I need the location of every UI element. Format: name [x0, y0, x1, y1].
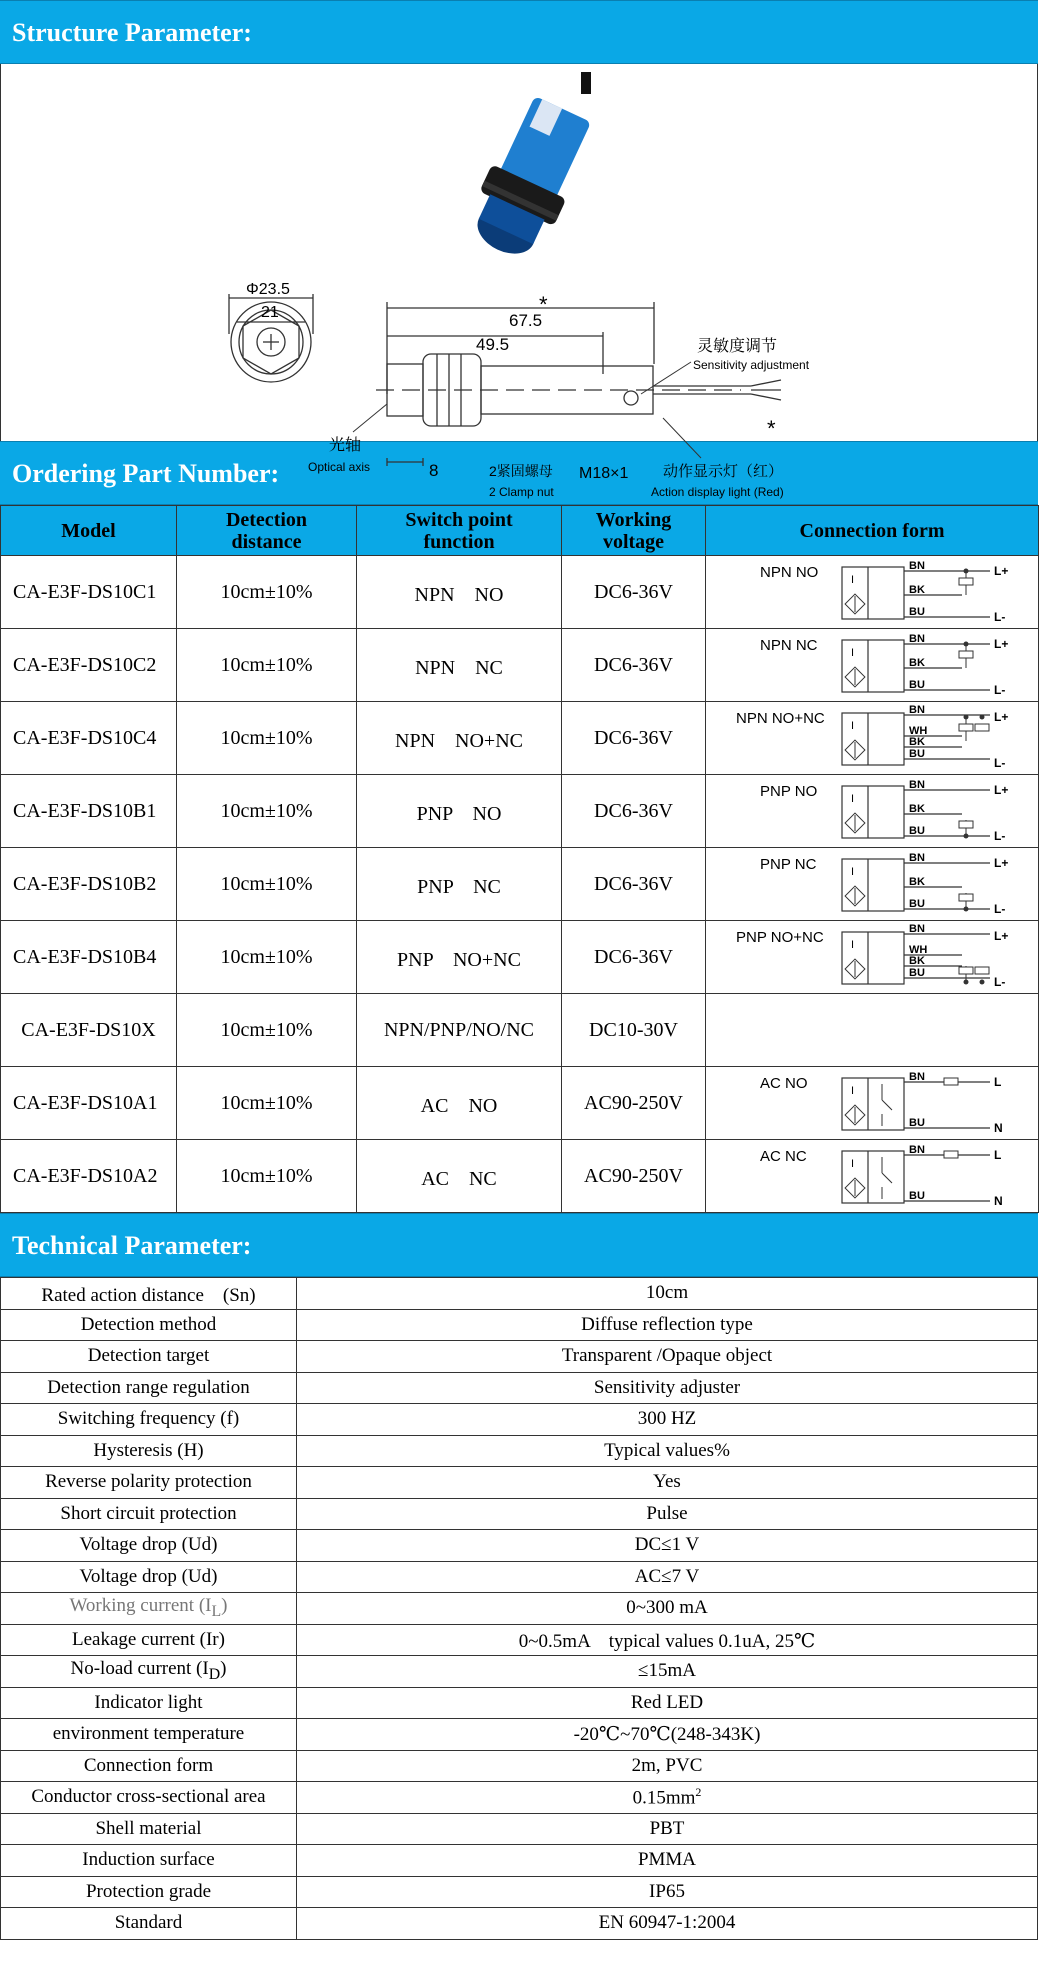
svg-text:BU: BU	[909, 748, 925, 760]
connection-diagram-cell	[706, 848, 1039, 921]
svg-text:L-: L-	[994, 975, 1006, 989]
wiring-label: PNP NO+NC	[736, 929, 824, 946]
svg-text:N: N	[994, 1121, 1003, 1135]
param-value: DC≤1 V	[297, 1530, 1038, 1562]
wiring-diagram	[722, 851, 1022, 917]
wiring-diagram	[722, 705, 1022, 771]
wiring-label: NPN NO+NC	[736, 710, 825, 727]
tech-row	[1, 1309, 1038, 1341]
col-model: Model	[1, 506, 177, 556]
wiring-diagram	[722, 1143, 1022, 1209]
voltage-cell: DC6-36V	[562, 921, 706, 994]
voltage-cell: DC6-36V	[562, 556, 706, 629]
function-cell: PNP NO+NC	[357, 921, 562, 994]
svg-text:BN: BN	[909, 560, 925, 572]
tech-row	[1, 1719, 1038, 1751]
ordering-header-row	[1, 506, 1039, 556]
param-value: Transparent /Opaque object	[297, 1341, 1038, 1373]
connection-diagram-cell	[706, 1140, 1039, 1213]
param-value: 300 HZ	[297, 1404, 1038, 1436]
label-action-en: Action display light (Red)	[651, 485, 784, 499]
tech-row	[1, 1278, 1038, 1310]
model-cell: CA-E3F-DS10B1	[1, 775, 177, 848]
param-value: Red LED	[297, 1687, 1038, 1719]
ordering-row	[1, 702, 1039, 775]
param-value: 10cm	[297, 1278, 1038, 1310]
distance-cell: 10cm±10%	[177, 994, 357, 1067]
voltage-cell: DC10-30V	[562, 994, 706, 1067]
voltage-cell: AC90-250V	[562, 1067, 706, 1140]
model-cell: CA-E3F-DS10X	[1, 994, 177, 1067]
tech-row	[1, 1656, 1038, 1688]
svg-text:BU: BU	[909, 967, 925, 979]
distance-cell: 10cm±10%	[177, 921, 357, 994]
function-cell: NPN NO	[357, 556, 562, 629]
svg-text:L+: L+	[994, 710, 1009, 724]
connection-diagram-cell	[706, 556, 1039, 629]
param-name: Conductor cross-sectional area	[1, 1782, 297, 1814]
tech-row	[1, 1782, 1038, 1814]
param-value: 0~300 mA	[297, 1593, 1038, 1625]
product-photo	[460, 72, 600, 267]
tech-row	[1, 1467, 1038, 1499]
function-cell: NPN NO+NC	[357, 702, 562, 775]
param-value: ≤15mA	[297, 1656, 1038, 1688]
svg-text:L: L	[994, 1148, 1002, 1162]
param-name: Leakage current (Ir)	[1, 1624, 297, 1656]
svg-text:BK: BK	[909, 876, 925, 888]
wiring-diagram	[722, 1070, 1022, 1136]
svg-text:N: N	[994, 1194, 1003, 1208]
tech-row	[1, 1813, 1038, 1845]
param-value: PBT	[297, 1813, 1038, 1845]
svg-text:I: I	[851, 793, 855, 805]
param-name: Detection method	[1, 1309, 297, 1341]
structure-header: Structure Parameter:	[0, 0, 1038, 64]
param-value: 2m, PVC	[297, 1750, 1038, 1782]
function-cell: PNP NO	[357, 775, 562, 848]
param-name: Switching frequency (f)	[1, 1404, 297, 1436]
star-mark-top: *	[539, 292, 548, 317]
function-cell: AC NO	[357, 1067, 562, 1140]
technical-table	[0, 1277, 1038, 1940]
star-mark-cable: *	[767, 416, 776, 441]
ordering-header: Ordering Part Number:	[0, 441, 1038, 505]
param-value: Diffuse reflection type	[297, 1309, 1038, 1341]
tech-row	[1, 1404, 1038, 1436]
svg-text:BN: BN	[909, 779, 925, 791]
model-cell: CA-E3F-DS10C2	[1, 629, 177, 702]
svg-text:L+: L+	[994, 637, 1009, 651]
param-name: Standard	[1, 1908, 297, 1940]
svg-text:BN: BN	[909, 704, 925, 716]
param-value: 0~0.5mA typical values 0.1uA, 25℃	[297, 1624, 1038, 1656]
ordering-row	[1, 1067, 1039, 1140]
function-cell: PNP NC	[357, 848, 562, 921]
voltage-cell: DC6-36V	[562, 775, 706, 848]
voltage-cell: AC90-250V	[562, 1140, 706, 1213]
col-detection: Detection distance	[177, 506, 357, 556]
wiring-label: NPN NO	[760, 564, 819, 581]
function-cell: NPN/PNP/NO/NC	[357, 994, 562, 1067]
svg-text:L+: L+	[994, 929, 1009, 943]
svg-text:I: I	[851, 866, 855, 878]
model-cell: CA-E3F-DS10C4	[1, 702, 177, 775]
svg-text:I: I	[851, 574, 855, 586]
distance-cell: 10cm±10%	[177, 1140, 357, 1213]
param-value: EN 60947-1:2004	[297, 1908, 1038, 1940]
param-name: Short circuit protection	[1, 1498, 297, 1530]
distance-cell: 10cm±10%	[177, 556, 357, 629]
model-cell: CA-E3F-DS10A1	[1, 1067, 177, 1140]
connection-diagram-cell	[706, 921, 1039, 994]
voltage-cell: DC6-36V	[562, 702, 706, 775]
param-name: Shell material	[1, 1813, 297, 1845]
svg-text:L-: L-	[994, 756, 1006, 770]
distance-cell: 10cm±10%	[177, 775, 357, 848]
model-cell: CA-E3F-DS10C1	[1, 556, 177, 629]
label-optical-cn: 光轴	[329, 437, 362, 454]
svg-text:L-: L-	[994, 902, 1006, 916]
wiring-label: NPN NC	[760, 637, 818, 654]
svg-text:BU: BU	[909, 1190, 925, 1202]
svg-text:L-: L-	[994, 683, 1006, 697]
ordering-row	[1, 629, 1039, 702]
svg-text:BN: BN	[909, 923, 925, 935]
param-name: Induction surface	[1, 1845, 297, 1877]
svg-text:BN: BN	[909, 852, 925, 864]
ordering-row	[1, 994, 1039, 1067]
svg-text:BN: BN	[909, 1144, 925, 1156]
voltage-cell: DC6-36V	[562, 629, 706, 702]
svg-text:L+: L+	[994, 564, 1009, 578]
svg-text:I: I	[851, 720, 855, 732]
param-name: Detection range regulation	[1, 1372, 297, 1404]
param-name: Rated action distance (Sn)	[1, 1278, 297, 1310]
svg-text:BN: BN	[909, 633, 925, 645]
dim-total-length: 67.5	[509, 311, 543, 330]
svg-text:WH: WH	[909, 944, 928, 956]
label-action-cn: 动作显示灯（红）	[663, 463, 784, 480]
connection-diagram-cell	[706, 775, 1039, 848]
svg-text:I: I	[851, 1085, 855, 1097]
svg-text:BU: BU	[909, 606, 925, 618]
label-clamp-cn: 2紧固螺母	[489, 463, 553, 479]
connection-diagram-cell	[706, 994, 1039, 1067]
wiring-label: AC NO	[760, 1075, 808, 1092]
svg-text:BK: BK	[909, 803, 925, 815]
function-cell: NPN NC	[357, 629, 562, 702]
col-switch: Switch point function	[357, 506, 562, 556]
param-value: IP65	[297, 1876, 1038, 1908]
svg-text:BK: BK	[909, 736, 925, 748]
param-name: Hysteresis (H)	[1, 1435, 297, 1467]
wiring-label: PNP NC	[760, 856, 817, 873]
tech-row	[1, 1498, 1038, 1530]
tech-row	[1, 1687, 1038, 1719]
dim-body-length: 49.5	[476, 335, 510, 354]
wiring-diagram	[722, 559, 1022, 625]
tech-row	[1, 1908, 1038, 1940]
param-value: Yes	[297, 1467, 1038, 1499]
label-optical-en: Optical axis	[308, 460, 371, 474]
tech-row	[1, 1341, 1038, 1373]
label-clamp-en: 2 Clamp nut	[489, 485, 554, 499]
model-cell: CA-E3F-DS10B2	[1, 848, 177, 921]
voltage-cell: DC6-36V	[562, 848, 706, 921]
col-voltage: Working voltage	[562, 506, 706, 556]
distance-cell: 10cm±10%	[177, 629, 357, 702]
svg-text:I: I	[851, 939, 855, 951]
svg-text:BK: BK	[909, 955, 925, 967]
tech-row	[1, 1561, 1038, 1593]
connection-diagram-cell	[706, 629, 1039, 702]
tech-row	[1, 1530, 1038, 1562]
tech-row	[1, 1593, 1038, 1625]
tech-row	[1, 1750, 1038, 1782]
svg-text:L+: L+	[994, 856, 1009, 870]
tech-row	[1, 1845, 1038, 1877]
param-value: Typical values%	[297, 1435, 1038, 1467]
param-name: Voltage drop (Ud)	[1, 1561, 297, 1593]
param-name: Working current $(I_L)$	[1, 1593, 297, 1625]
ordering-row	[1, 921, 1039, 994]
svg-text:L: L	[994, 1075, 1002, 1089]
ordering-row	[1, 556, 1039, 629]
wiring-label: AC NC	[760, 1148, 807, 1165]
param-name: No-load current $(I_D)$	[1, 1656, 297, 1688]
dim-across-flats: 21	[261, 304, 279, 321]
svg-text:WH: WH	[909, 725, 928, 737]
tech-row	[1, 1372, 1038, 1404]
param-name: Reverse polarity protection	[1, 1467, 297, 1499]
tech-row	[1, 1435, 1038, 1467]
function-cell: AC NC	[357, 1140, 562, 1213]
connection-diagram-cell	[706, 702, 1039, 775]
col-connection: Connection form	[706, 506, 1039, 556]
svg-text:I: I	[851, 647, 855, 659]
svg-text:BU: BU	[909, 825, 925, 837]
technical-header: Technical Parameter:	[0, 1213, 1038, 1277]
dim-diameter: Φ23.5	[246, 281, 290, 298]
model-cell: CA-E3F-DS10B4	[1, 921, 177, 994]
svg-text:L-: L-	[994, 829, 1006, 843]
dim-nut-width: 8	[429, 461, 439, 480]
param-name: Detection target	[1, 1341, 297, 1373]
param-name: environment temperature	[1, 1719, 297, 1751]
svg-text:BU: BU	[909, 898, 925, 910]
model-cell: CA-E3F-DS10A2	[1, 1140, 177, 1213]
wiring-diagram	[722, 632, 1022, 698]
label-sensitivity-en: Sensitivity adjustment	[693, 358, 810, 372]
svg-text:BK: BK	[909, 584, 925, 596]
svg-text:BN: BN	[909, 1071, 925, 1083]
wiring-label: PNP NO	[760, 783, 818, 800]
svg-text:BU: BU	[909, 679, 925, 691]
wiring-diagram	[722, 778, 1022, 844]
svg-text:BK: BK	[909, 657, 925, 669]
label-thread: M18×1	[579, 465, 629, 482]
svg-text:BU: BU	[909, 1117, 925, 1129]
param-value: PMMA	[297, 1845, 1038, 1877]
svg-text:L+: L+	[994, 783, 1009, 797]
svg-text:L-: L-	[994, 610, 1006, 624]
param-name: Indicator light	[1, 1687, 297, 1719]
ordering-row	[1, 775, 1039, 848]
param-value: Pulse	[297, 1498, 1038, 1530]
param-name: Protection grade	[1, 1876, 297, 1908]
distance-cell: 10cm±10%	[177, 702, 357, 775]
param-name: Connection form	[1, 1750, 297, 1782]
param-name: Voltage drop (Ud)	[1, 1530, 297, 1562]
label-sensitivity-cn: 灵敏度调节	[697, 338, 778, 355]
param-value: $0.15mm^2$	[297, 1782, 1038, 1814]
tech-row	[1, 1624, 1038, 1656]
svg-text:I: I	[851, 1158, 855, 1170]
tech-row	[1, 1876, 1038, 1908]
connection-diagram-cell	[706, 1067, 1039, 1140]
wiring-diagram	[722, 924, 1022, 990]
param-value: -20℃~70℃(248-343K)	[297, 1719, 1038, 1751]
distance-cell: 10cm±10%	[177, 1067, 357, 1140]
distance-cell: 10cm±10%	[177, 848, 357, 921]
ordering-row	[1, 1140, 1039, 1213]
ordering-row	[1, 848, 1039, 921]
ordering-table	[0, 505, 1039, 1213]
param-value: Sensitivity adjuster	[297, 1372, 1038, 1404]
param-value: AC≤7 V	[297, 1561, 1038, 1593]
